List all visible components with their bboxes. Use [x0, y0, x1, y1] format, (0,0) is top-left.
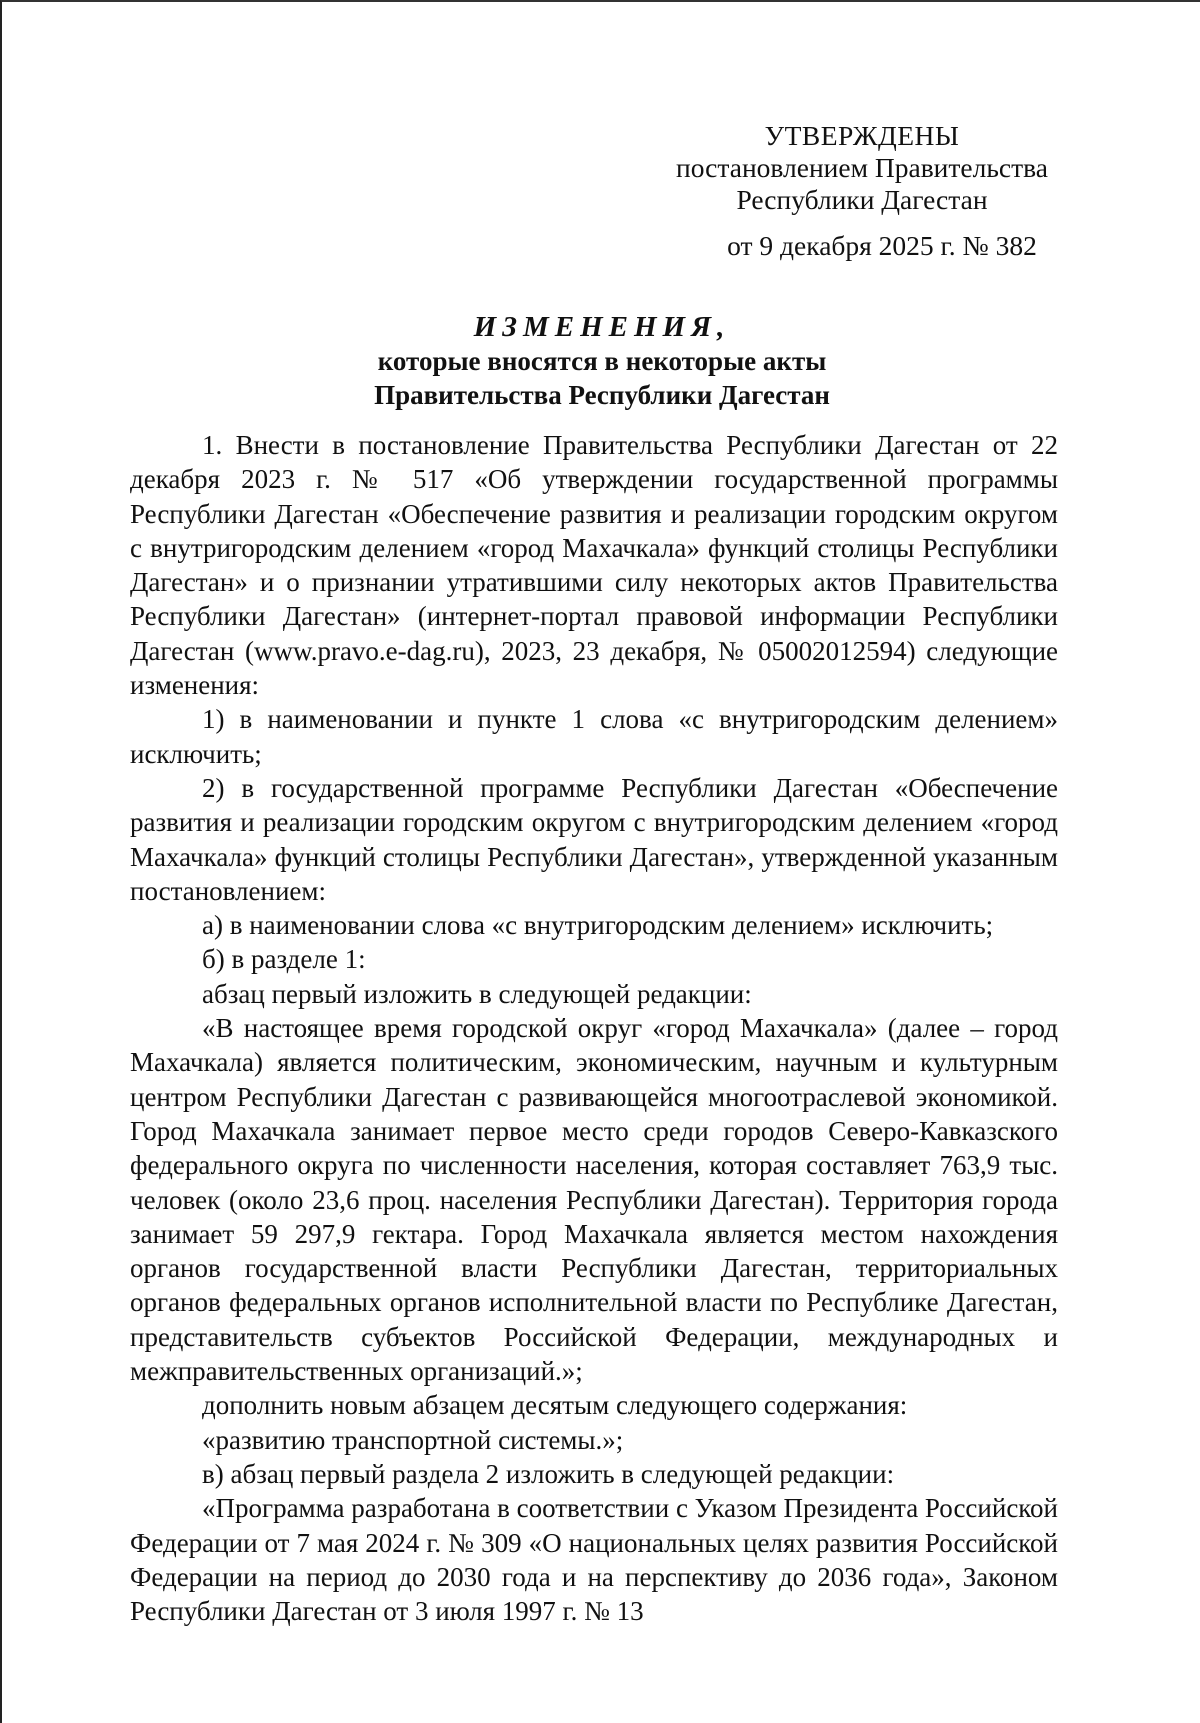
approval-line-2: Республики Дагестан: [736, 184, 988, 215]
title-main: ИЗМЕНЕНИЯ,: [473, 311, 731, 343]
paragraph-8: дополнить новым абзацем десятым следующего содержания:: [202, 1390, 908, 1421]
paragraph-7: «В настоящее время городской округ «город Махачкала» (далее – город Махачкала) является политическим, экономическим, научным и культурным центром Республики Дагестан с развивающейся многоотраслевой экономикой. Город Махачкала занимает первое место среди городов Северо-Кавказского федерального округа по численности населения, которая составляет 763,9 тыс. человек (около 23,6 проц. населения Республики Дагестан). Территория города занимает 59 297,9 гектара. Город Махачкала является местом нахождения органов государственной власти Республики Дагестан, территориальных органов федеральных органов исполнительной власти по Республике Дагестан, представительств субъектов Российской Федерации, международных и межправительственных организаций.»;: [130, 1013, 1058, 1387]
title-subtitle-2: Правительства Республики Дагестан: [374, 380, 830, 410]
approval-line-1: постановлением Правительства: [676, 152, 1048, 183]
title-subtitle-1: которые вносятся в некоторые акты: [377, 346, 827, 376]
approval-heading: УТВЕРЖДЕНЫ: [764, 120, 960, 151]
paragraph-9: «развитию транспортной системы.»;: [202, 1424, 624, 1455]
paragraph-4: а) в наименовании слова «с внутригородским делением» исключить;: [202, 910, 994, 941]
paragraph-11: «Программа разработана в соответствии с Указом Президента Российской Федерации от 7 мая 2024 г. № 309 «О национальных целях развития Российской Федерации на период до 2030 года и на перспективу до 2036 года», Законом Республики Дагестан от 3 июля 1997 г. № 13: [130, 1493, 1058, 1627]
document-body: [130, 428, 1058, 1628]
paragraph-5: б) в разделе 1:: [202, 944, 366, 975]
paragraph-2: 1) в наименовании и пункте 1 слова «с внутригородским делением» исключить;: [130, 704, 1058, 769]
paragraph-1: 1. Внести в постановление Правительства Республики Дагестан от 22 декабря 2023 г. № 517 «Об утверждении государственной программы Республики Дагестан «Обеспечение развития и реализации городским округом с внутригородским делением «город Махачкала» функций столицы Республики Дагестан» и о признании утратившими силу некоторых актов Правительства Республики Дагестан» (интернет-портал правовой информации Республики Дагестан (www.pravo.e-dag.ru), 2023, 23 декабря, № 05002012594) следующие изменения:: [130, 430, 1058, 701]
approval-stamp: [642, 120, 1082, 262]
paragraph-6: абзац первый изложить в следующей редакции:: [202, 978, 752, 1009]
approval-date: от 9 декабря 2025 г. № 382: [727, 230, 1037, 261]
document-title: [252, 310, 952, 412]
paragraph-3: 2) в государственной программе Республики Дагестан «Обеспечение развития и реализации городским округом с внутригородским делением «город Махачкала» функций столицы Республики Дагестан», утвержденной указанным постановлением:: [130, 772, 1058, 906]
paragraph-10: в) абзац первый раздела 2 изложить в следующей редакции:: [202, 1458, 895, 1489]
